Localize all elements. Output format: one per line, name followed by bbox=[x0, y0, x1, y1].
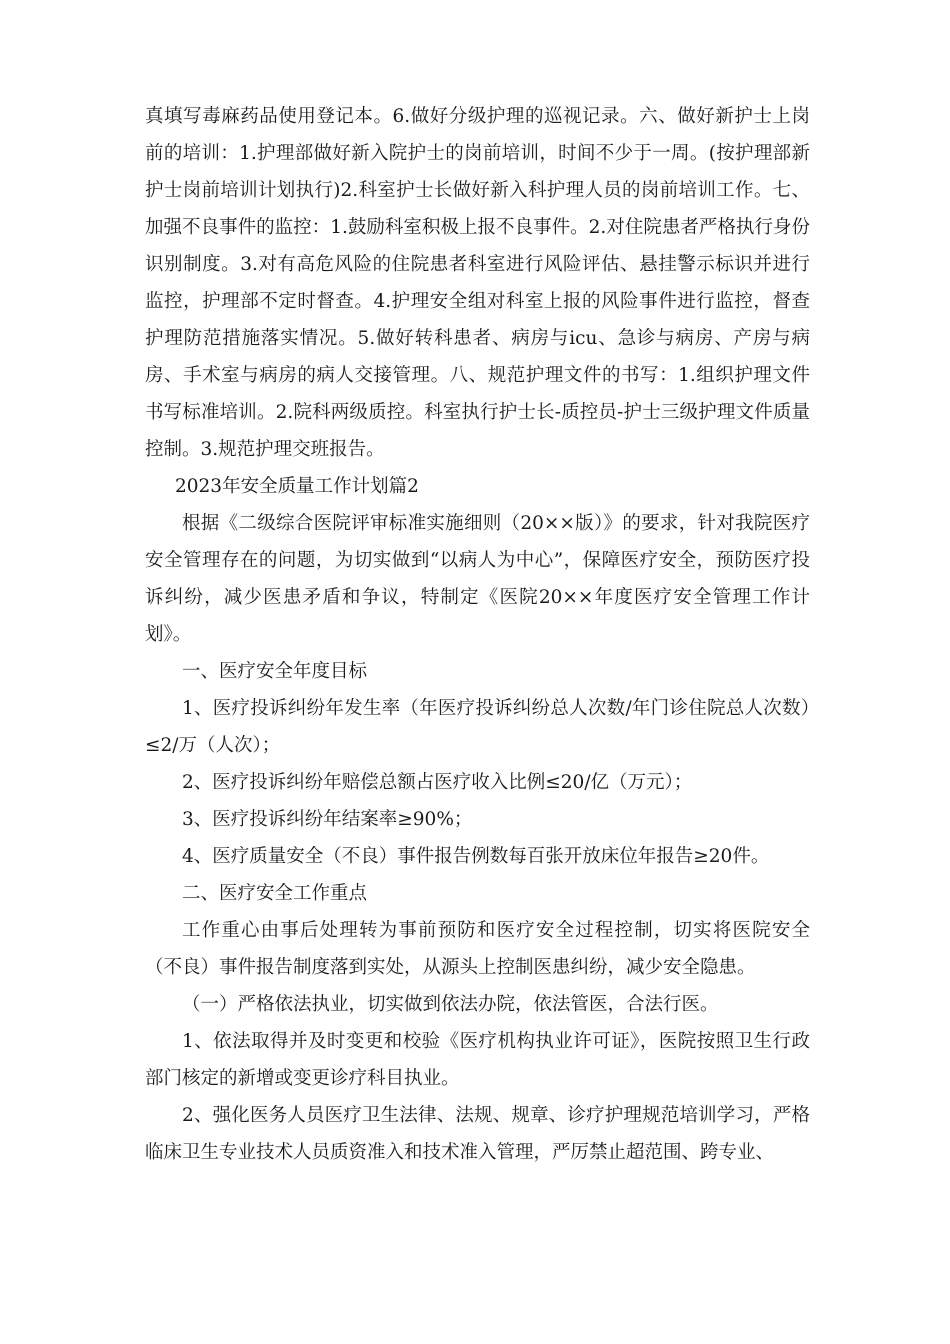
paragraph-work-focus: 工作重心由事后处理转为事前预防和医疗安全过程控制，切实将医院安全（不良）事件报告制度落到实处，从源头上控制医患纠纷，减少安全隐患。 bbox=[145, 920, 810, 978]
practice-item-1: 1、依法取得并及时变更和校验《医疗机构执业许可证》，医院按照卫生行政部门核定的新增或变更诊疗科目执业。 bbox=[145, 1031, 810, 1089]
goal-item-1: 1、医疗投诉纠纷年发生率（年医疗投诉纠纷总人次数/年门诊住院总人次数）≤2/万（人次）； bbox=[145, 698, 810, 756]
heading-work-focus: 二、医疗安全工作重点 bbox=[182, 883, 368, 904]
goal-item-2: 2、医疗投诉纠纷年赔偿总额占医疗收入比例≤20/亿（万元）； bbox=[182, 772, 693, 793]
paragraph-intro: 根据《二级综合医院评审标准实施细则（20××版）》的要求，针对我院医疗安全管理存在的问题，为切实做到“以病人为中心”，保障医疗安全，预防医疗投诉纠纷，减少医患矛盾和争议，特制定《医院20××年度医疗安全管理工作计划》。 bbox=[145, 513, 810, 645]
section-title-plan-2: 2023年安全质量工作计划篇2 bbox=[175, 476, 419, 497]
goal-item-3: 3、医疗投诉纠纷年结案率≥90%； bbox=[182, 809, 473, 830]
document-page bbox=[145, 98, 810, 1171]
paragraph-continuation: 真填写毒麻药品使用登记本。6.做好分级护理的巡视记录。六、做好新护士上岗前的培训：1.护理部做好新入院护士的岗前培训，时间不少于一周。(按护理部新护士岗前培训计划执行)2.科室护士长做好新入科护理人员的岗前培训工作。七、加强不良事件的监控：1.鼓励科室积极上报不良事件。2.对住院患者严格执行身份识别制度。3.对有高危风险的住院患者科室进行风险评估、悬挂警示标识并进行监控，护理部不定时督查。4.护理安全组对科室上报的风险事件进行监控，督查护理防范措施落实情况。5.做好转科患者、病房与icu、急诊与病房、产房与病房、手术室与病房的病人交接管理。八、规范护理文件的书写：1.组织护理文件书写标准培训。2.院科两级质控。科室执行护士长-质控员-护士三级护理文件质量控制。3.规范护理交班报告。 bbox=[145, 106, 810, 460]
subheading-lawful-practice: （一）严格依法执业，切实做到依法办院，依法管医，合法行医。 bbox=[182, 994, 719, 1015]
practice-item-2: 2、强化医务人员医疗卫生法律、法规、规章、诊疗护理规范培训学习，严格临床卫生专业技术人员质资准入和技术准入管理，严厉禁止超范围、跨专业、 bbox=[145, 1105, 810, 1163]
goal-item-4: 4、医疗质量安全（不良）事件报告例数每百张开放床位年报告≥20件。 bbox=[182, 846, 770, 867]
heading-annual-goals: 一、医疗安全年度目标 bbox=[182, 661, 368, 682]
